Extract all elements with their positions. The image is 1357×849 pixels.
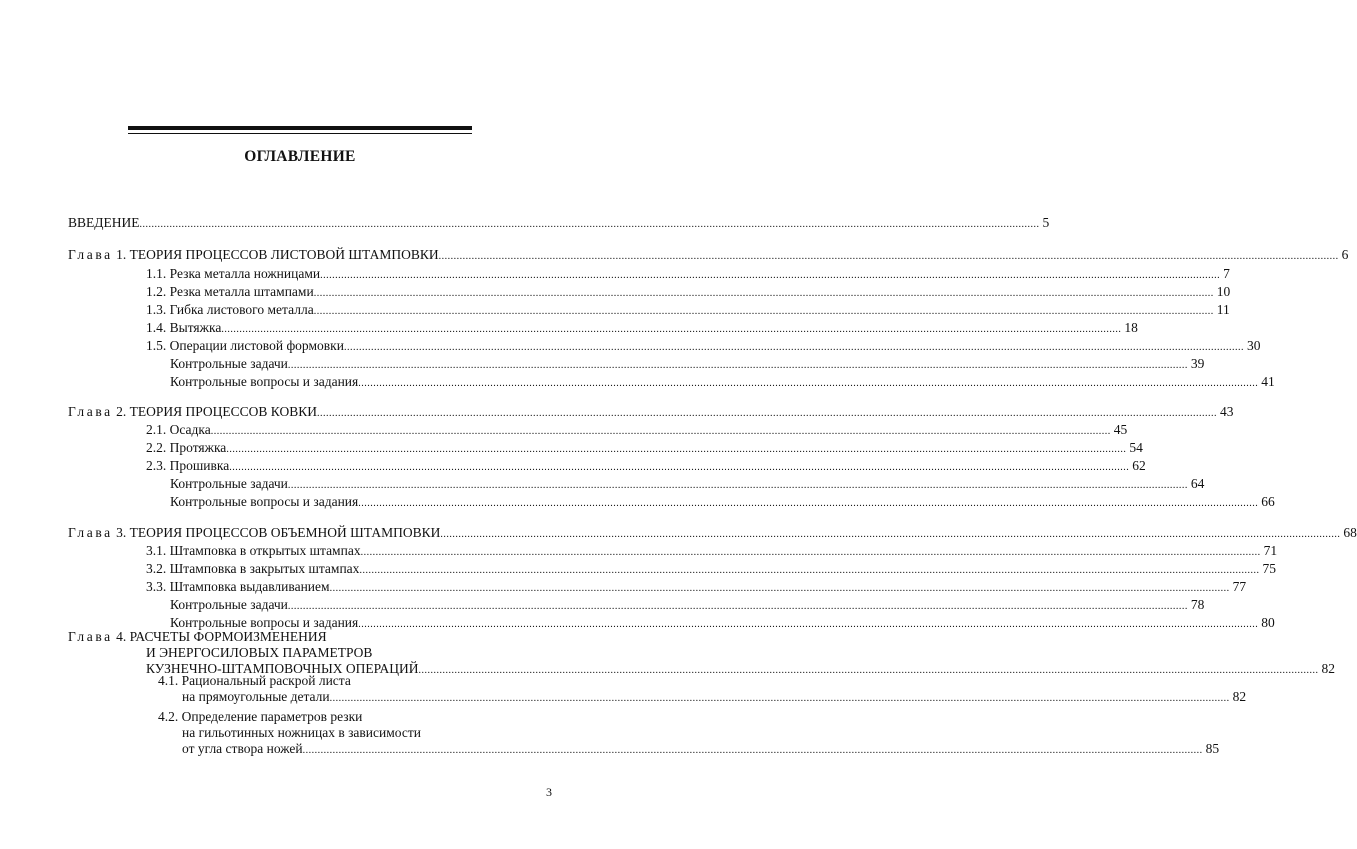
toc-page: 82 xyxy=(1232,689,1247,704)
toc-leader: ............................................................................................................................................................................................................................................................................................................ xyxy=(287,360,1188,371)
toc-page: 82 xyxy=(1321,661,1335,676)
toc-leader: ............................................................................................................................................................................................................................................................................................................ xyxy=(358,378,1259,389)
toc-leader: ............................................................................................................................................................................................................................................................................................................ xyxy=(329,583,1230,594)
chapter-number: 1. xyxy=(116,247,127,262)
toc-entry: 3.1. Штамповка в открытых штампах ............................................................................................................................................................................................................................................................................................................ 71 xyxy=(146,542,530,560)
toc-page: 6 xyxy=(1341,247,1349,262)
toc-chapter-2 xyxy=(68,403,1234,421)
toc-page: 68 xyxy=(1343,525,1357,540)
toc-leader: ............................................................................................................................................................................................................................................................................................................ xyxy=(210,426,1111,437)
chapter-prefix: Глава xyxy=(68,247,113,262)
toc-entry: 3.2. Штамповка в закрытых штампах ............................................................................................................................................................................................................................................................................................................ 75 xyxy=(146,560,530,578)
chapter-number: 4. xyxy=(116,629,127,644)
toc-leader: ............................................................................................................................................................................................................................................................................................................ xyxy=(358,619,1259,630)
toc-page: 43 xyxy=(1219,404,1234,419)
toc-chapter-1 xyxy=(68,246,1349,264)
toc-entry-4-2: от угла створа ножей ............................................................................................................................................................................................................................................................................................................ 85 xyxy=(182,740,530,758)
toc-entry: 3.3. Штамповка выдавливанием ............................................................................................................................................................................................................................................................................................................ 77 xyxy=(146,578,530,596)
toc-entry: Контрольные вопросы и задания ............................................................................................................................................................................................................................................................................................................ 80 xyxy=(170,614,530,632)
toc-leader: ............................................................................................................................................................................................................................................................................................................ xyxy=(139,219,1040,230)
chapter-number: 3. xyxy=(116,525,127,540)
toc-leader: ............................................................................................................................................................................................................................................................................................................ xyxy=(438,251,1339,262)
toc-entry-intro xyxy=(68,214,1050,232)
toc-leader: ............................................................................................................................................................................................................................................................................................................ xyxy=(313,288,1214,299)
chapter-prefix: Глава xyxy=(68,525,113,540)
toc-entry-4-2-line-2: на гильотинных ножницах в зависимости xyxy=(182,725,421,740)
toc-leader: ............................................................................................................................................................................................................................................................................................................ xyxy=(418,665,1319,676)
toc-leader: ............................................................................................................................................................................................................................................................................................................ xyxy=(316,408,1217,419)
toc-entry: 1.1. Резка металла ножницами ............................................................................................................................................................................................................................................................................................................ 7 xyxy=(146,265,530,283)
toc-entry: Контрольные вопросы и задания ............................................................................................................................................................................................................................................................................................................ 66 xyxy=(170,493,530,511)
header-rule-thin xyxy=(128,133,472,134)
chapter-title: ТЕОРИЯ ПРОЦЕССОВ КОВКИ xyxy=(129,404,317,419)
toc-label: ВВЕДЕНИЕ xyxy=(68,215,140,230)
toc-entry: 1.2. Резка металла штампами ............................................................................................................................................................................................................................................................................................................ 10 xyxy=(146,283,530,301)
toc-entry: 1.3. Гибка листового металла ............................................................................................................................................................................................................................................................................................................ 11 xyxy=(146,301,530,319)
toc-entry: 1.5. Операции листовой формовки ............................................................................................................................................................................................................................................................................................................ 30 xyxy=(146,337,530,355)
toc-entry: 2.3. Прошивка ............................................................................................................................................................................................................................................................................................................ 62 xyxy=(146,457,530,475)
toc-entry: Контрольные задачи ............................................................................................................................................................................................................................................................................................................ 64 xyxy=(170,475,530,493)
page-number: 3 xyxy=(546,785,552,799)
toc-leader: ............................................................................................................................................................................................................................................................................................................ xyxy=(360,547,1261,558)
chapter-title-line-1: РАСЧЕТЫ ФОРМОИЗМЕНЕНИЯ xyxy=(129,629,327,644)
toc-chapter-3 xyxy=(68,524,1357,542)
toc-leader: ............................................................................................................................................................................................................................................................................................................ xyxy=(226,444,1127,455)
toc-entry-4-1-line-1: 4.1. Рациональный раскрой листа xyxy=(158,673,351,688)
page-title: ОГЛАВЛЕНИЕ xyxy=(244,148,356,165)
toc-leader: ............................................................................................................................................................................................................................................................................................................ xyxy=(313,306,1214,317)
header-rule-thick xyxy=(128,126,472,130)
toc-entry: Контрольные задачи ............................................................................................................................................................................................................................................................................................................ 39 xyxy=(170,355,530,373)
toc-entry: Контрольные задачи ............................................................................................................................................................................................................................................................................................................ 78 xyxy=(170,596,530,614)
toc-leader: ............................................................................................................................................................................................................................................................................................................ xyxy=(287,480,1188,491)
toc-leader: ............................................................................................................................................................................................................................................................................................................ xyxy=(359,565,1260,576)
toc-leader: ............................................................................................................................................................................................................................................................................................................ xyxy=(221,324,1122,335)
toc-entry: Контрольные вопросы и задания ............................................................................................................................................................................................................................................................................................................ 41 xyxy=(170,373,530,391)
toc-entry-4-1: на прямоугольные детали ............................................................................................................................................................................................................................................................................................................ 82 xyxy=(182,688,530,706)
toc-entry-4-2-line-1: 4.2. Определение параметров резки xyxy=(158,709,363,724)
toc-leader: ............................................................................................................................................................................................................................................................................................................ xyxy=(229,462,1130,473)
toc-leader: ............................................................................................................................................................................................................................................................................................................ xyxy=(320,270,1221,281)
toc-leader: ............................................................................................................................................................................................................................................................................................................ xyxy=(287,601,1188,612)
toc-leader: ............................................................................................................................................................................................................................................................................................................ xyxy=(343,342,1244,353)
chapter-prefix: Глава xyxy=(68,629,113,644)
chapter-prefix: Глава xyxy=(68,404,113,419)
chapter-number: 2. xyxy=(116,404,127,419)
toc-page: 5 xyxy=(1042,215,1050,230)
chapter-title-line-2: И ЭНЕРГОСИЛОВЫХ ПАРАМЕТРОВ xyxy=(146,645,373,660)
toc-leader: ............................................................................................................................................................................................................................................................................................................ xyxy=(302,745,1203,756)
toc-page: 85 xyxy=(1205,741,1220,756)
toc-leader: ............................................................................................................................................................................................................................................................................................................ xyxy=(329,693,1230,704)
toc-leader: ............................................................................................................................................................................................................................................................................................................ xyxy=(440,529,1341,540)
toc-entry: 2.1. Осадка ............................................................................................................................................................................................................................................................................................................ 45 xyxy=(146,421,530,439)
chapter-title: ТЕОРИЯ ПРОЦЕССОВ ЛИСТОВОЙ ШТАМПОВКИ xyxy=(129,247,439,262)
toc-entry: 2.2. Протяжка ............................................................................................................................................................................................................................................................................................................ 54 xyxy=(146,439,530,457)
chapter-title-line-3: КУЗНЕЧНО-ШТАМПОВОЧНЫХ ОПЕРАЦИЙ xyxy=(146,661,419,676)
chapter-title: ТЕОРИЯ ПРОЦЕССОВ ОБЪЕМНОЙ ШТАМПОВКИ xyxy=(129,525,441,540)
toc-entry: 1.4. Вытяжка ............................................................................................................................................................................................................................................................................................................ 18 xyxy=(146,319,530,337)
toc-leader: ............................................................................................................................................................................................................................................................................................................ xyxy=(358,498,1259,509)
